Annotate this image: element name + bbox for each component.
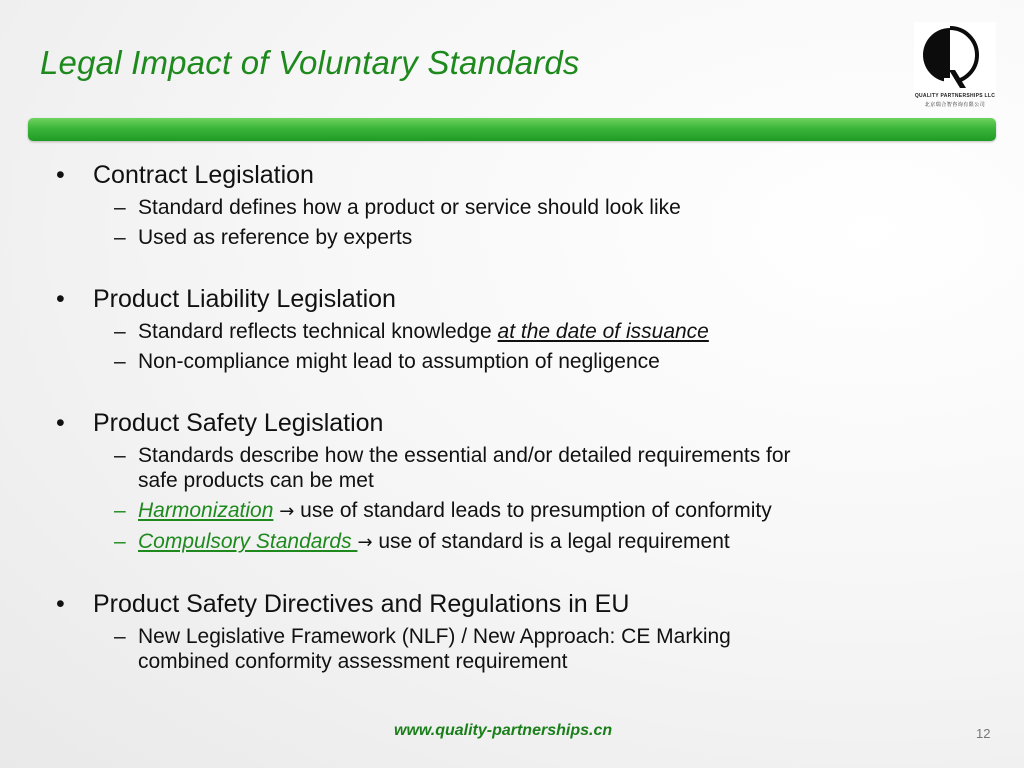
- sub-item-text: Standard defines how a product or service should look like: [138, 196, 681, 219]
- qp-logo-icon: [914, 22, 996, 92]
- footer-website-link[interactable]: www.quality-partnerships.cn: [394, 722, 613, 739]
- sub-item: [56, 349, 976, 374]
- sub-item: [56, 443, 976, 493]
- emphasis-date-of-issuance: at the date of issuance: [497, 320, 709, 343]
- bullet-marker: •: [56, 409, 65, 437]
- dash-marker: –: [114, 530, 126, 553]
- right-arrow-icon: →: [357, 532, 373, 553]
- sub-item: [56, 529, 976, 555]
- bullet-eu-directives: [56, 589, 976, 619]
- logo-caption-cn: 北京瑞合智咨询有限公司: [924, 102, 986, 108]
- sub-item: [56, 319, 976, 344]
- dash-marker: –: [114, 444, 126, 467]
- company-logo: [914, 22, 996, 110]
- dash-marker: –: [114, 350, 126, 373]
- slide-body: [56, 160, 976, 674]
- sub-item-text-line2: combined conformity assessment requirement: [138, 650, 568, 673]
- sub-item-text-line2: safe products can be met: [138, 469, 374, 492]
- dash-marker: –: [114, 320, 126, 343]
- dash-marker: –: [114, 625, 126, 648]
- sub-item: [56, 195, 976, 220]
- bullet-label: Contract Legislation: [93, 161, 314, 189]
- bullet-contract-legislation: [56, 160, 976, 190]
- sub-item-text-line1: New Legislative Framework (NLF) / New Approach: CE Marking: [138, 625, 731, 648]
- harmonization-link[interactable]: Harmonization: [138, 499, 274, 522]
- sub-item-text: Used as reference by experts: [138, 226, 413, 249]
- logo-caption-en: QUALITY PARTNERSHIPS LLC: [914, 93, 996, 99]
- bullet-label: Product Liability Legislation: [93, 285, 396, 313]
- dash-marker: –: [114, 499, 126, 522]
- right-arrow-icon: →: [279, 501, 295, 522]
- sub-item-text: Non-compliance might lead to assumption of negligence: [138, 350, 660, 373]
- title-divider-bar: [28, 118, 996, 141]
- bullet-product-safety: [56, 408, 976, 438]
- page-title: Legal Impact of Voluntary Standards: [40, 44, 580, 81]
- bullet-label: Product Safety Legislation: [93, 409, 384, 437]
- bullet-marker: •: [56, 161, 65, 189]
- dash-marker: –: [114, 226, 126, 249]
- bullet-label: Product Safety Directives and Regulations in EU: [93, 590, 630, 618]
- bullet-marker: •: [56, 590, 65, 618]
- bullet-product-liability: [56, 284, 976, 314]
- sub-item-text: Standard reflects technical knowledge: [138, 320, 498, 343]
- sub-item-text: use of standard leads to presumption of conformity: [294, 499, 772, 522]
- sub-item-text-line1: Standards describe how the essential and/or detailed requirements for: [138, 444, 791, 467]
- sub-item: [56, 225, 976, 250]
- sub-item: [56, 624, 976, 674]
- page-number: 12: [976, 726, 991, 741]
- bullet-marker: •: [56, 285, 65, 313]
- sub-item: [56, 498, 976, 524]
- dash-marker: –: [114, 196, 126, 219]
- sub-item-text: use of standard is a legal requirement: [372, 530, 730, 553]
- compulsory-standards-link[interactable]: Compulsory Standards: [138, 530, 358, 553]
